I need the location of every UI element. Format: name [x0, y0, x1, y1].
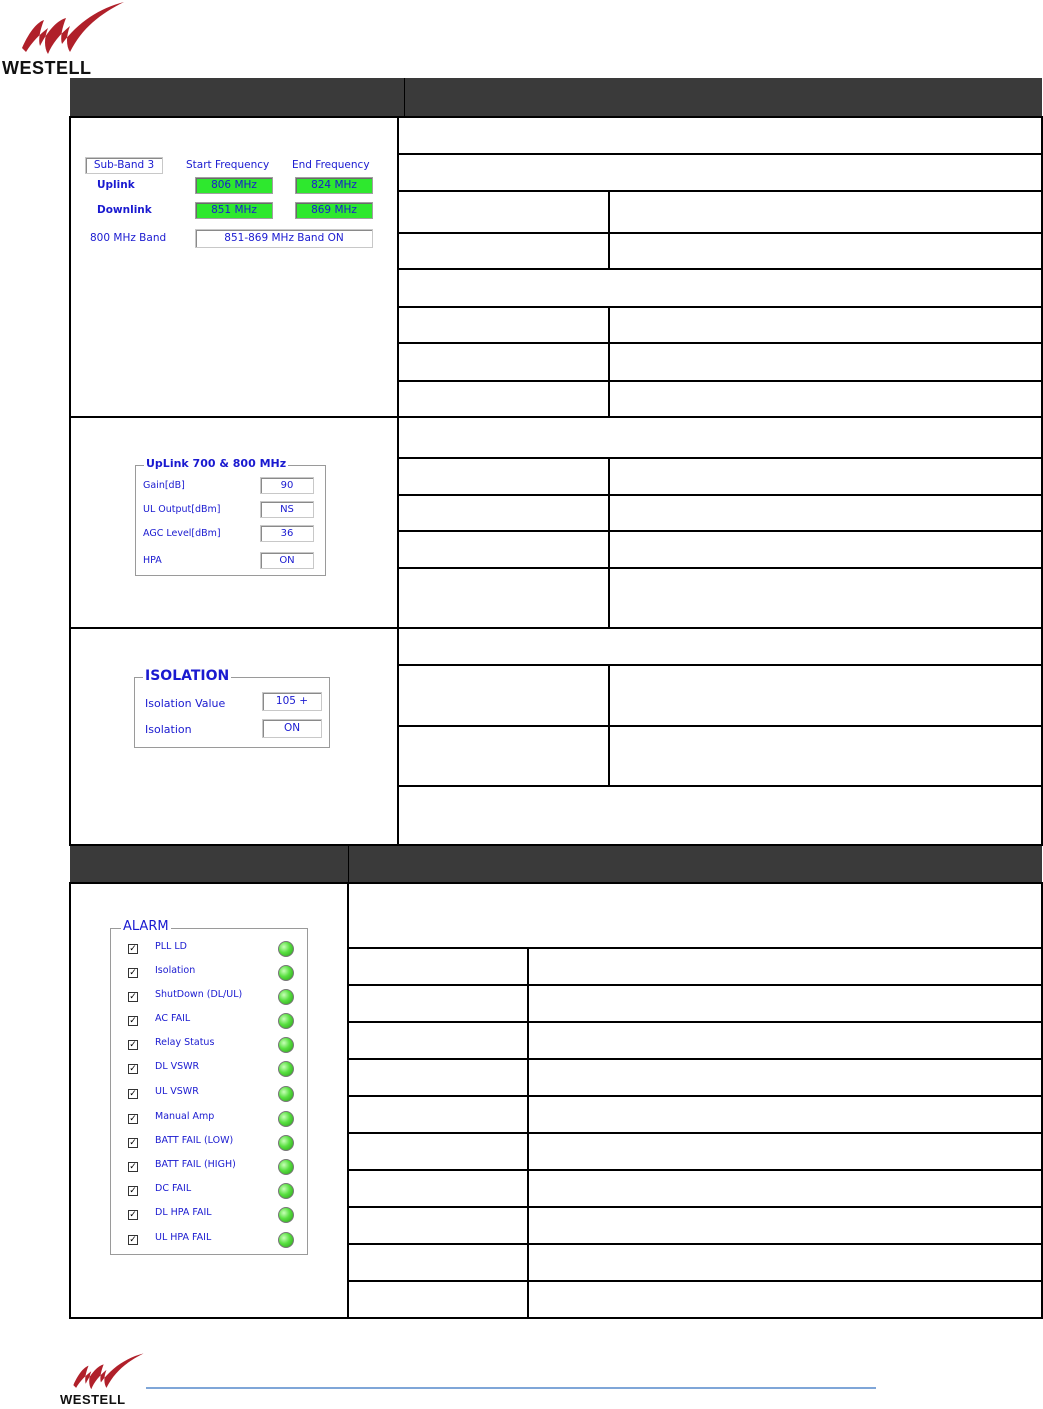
start-frequency-header: Start Frequency	[186, 159, 270, 171]
alarm-label: DC FAIL	[155, 1183, 192, 1194]
alarm-row-dl-hpa-fail	[128, 1204, 303, 1224]
isolation-state-value: ON	[262, 719, 322, 738]
westell-wordmark: WESTELL	[60, 1392, 126, 1407]
uplink-panel-title: UpLink 700 & 800 MHz	[146, 457, 287, 470]
alarm-label: UL HPA FAIL	[155, 1232, 212, 1243]
alarm-status-led-icon	[278, 1135, 294, 1151]
alarm-checkbox[interactable]: ✓	[129, 1040, 137, 1050]
alarm-status-led-icon	[278, 1183, 294, 1199]
alarm-checkbox[interactable]: ✓	[129, 1235, 137, 1245]
alarm-row-ul-vswr	[128, 1083, 303, 1103]
alarm-label: BATT FAIL (LOW)	[155, 1135, 234, 1146]
alarm-checkbox[interactable]: ✓	[129, 992, 137, 1002]
band800-status: 851-869 MHz Band ON	[195, 229, 373, 248]
alarm-row-shutdown	[128, 986, 303, 1006]
alarm-status-led-icon	[278, 1061, 294, 1077]
alarm-status-led-icon	[278, 1232, 294, 1248]
alarm-label: UL VSWR	[155, 1086, 199, 1097]
alarm-status-led-icon	[278, 941, 294, 957]
alarm-checkbox[interactable]: ✓	[129, 1138, 137, 1148]
uplink-label: Uplink	[97, 179, 135, 191]
alarm-panel-title: ALARM	[123, 919, 169, 934]
alarm-label: DL HPA FAIL	[155, 1207, 212, 1218]
alarm-status-led-icon	[278, 1159, 294, 1175]
ul-output-label: UL Output[dBm]	[143, 504, 221, 515]
sub-band-selector[interactable]: Sub-Band 3	[85, 157, 163, 174]
westell-logo-top	[0, 0, 130, 78]
isolation-panel-title: ISOLATION	[145, 668, 230, 684]
alarm-row-batt-fail-low	[128, 1132, 303, 1152]
alarm-label: BATT FAIL (HIGH)	[155, 1159, 236, 1170]
alarm-status-led-icon	[278, 989, 294, 1005]
alarm-checkbox[interactable]: ✓	[129, 968, 137, 978]
westell-swoosh-icon	[58, 1352, 148, 1392]
alarm-checkbox[interactable]: ✓	[129, 944, 137, 954]
alarm-row-ac-fail	[128, 1010, 303, 1030]
alarm-checkbox[interactable]: ✓	[129, 1162, 137, 1172]
alarm-row-pll-ld	[128, 938, 303, 958]
uplink-end-frequency: 824 MHz	[295, 177, 373, 194]
alarm-checkbox[interactable]: ✓	[129, 1186, 137, 1196]
alarm-status-led-icon	[278, 965, 294, 981]
gain-value: 90	[260, 477, 314, 494]
isolation-value-label: Isolation Value	[145, 697, 226, 710]
section2-header-bar	[70, 846, 1042, 882]
alarm-row-relay-status	[128, 1034, 303, 1054]
isolation-state-label: Isolation	[145, 723, 192, 736]
section1-header-bar	[70, 78, 1042, 116]
alarm-row-dl-vswr	[128, 1058, 303, 1078]
isolation-panel	[134, 668, 330, 748]
alarm-row-manual-amp	[128, 1108, 303, 1128]
hpa-value: ON	[260, 552, 314, 569]
downlink-end-frequency: 869 MHz	[295, 202, 373, 219]
alarm-row-isolation	[128, 962, 303, 982]
alarm-status-led-icon	[278, 1037, 294, 1053]
agc-level-value: 36	[260, 525, 314, 542]
alarm-checkbox[interactable]: ✓	[129, 1089, 137, 1099]
alarm-label: DL VSWR	[155, 1061, 200, 1072]
alarm-checkbox[interactable]: ✓	[129, 1016, 137, 1026]
agc-level-label: AGC Level[dBm]	[143, 528, 221, 539]
alarm-panel	[110, 919, 308, 1255]
alarm-status-led-icon	[278, 1207, 294, 1223]
alarm-row-ul-hpa-fail	[128, 1229, 303, 1249]
westell-logo-footer	[58, 1352, 148, 1409]
ul-output-value: NS	[260, 501, 314, 518]
band800-label: 800 MHz Band	[90, 232, 167, 244]
gain-label: Gain[dB]	[143, 480, 185, 491]
alarm-label: Manual Amp	[155, 1111, 215, 1122]
alarm-label: ShutDown (DL/UL)	[155, 989, 243, 1000]
end-frequency-header: End Frequency	[292, 159, 370, 171]
alarm-label: PLL LD	[155, 941, 187, 952]
alarm-status-led-icon	[278, 1013, 294, 1029]
footer-rule	[146, 1387, 876, 1389]
alarm-row-batt-fail-high	[128, 1156, 303, 1176]
hpa-label: HPA	[143, 555, 162, 566]
alarm-row-dc-fail	[128, 1180, 303, 1200]
westell-swoosh-icon	[0, 0, 130, 58]
alarm-checkbox[interactable]: ✓	[129, 1210, 137, 1220]
alarm-checkbox[interactable]: ✓	[129, 1114, 137, 1124]
downlink-label: Downlink	[97, 204, 152, 216]
isolation-value: 105 +	[262, 692, 322, 711]
westell-wordmark: WESTELL	[2, 58, 92, 78]
uplink-panel	[135, 457, 326, 576]
alarm-label: Relay Status	[155, 1037, 215, 1048]
alarm-label: AC FAIL	[155, 1013, 191, 1024]
alarm-status-led-icon	[278, 1086, 294, 1102]
downlink-start-frequency: 851 MHz	[195, 202, 273, 219]
alarm-label: Isolation	[155, 965, 196, 976]
alarm-status-led-icon	[278, 1111, 294, 1127]
uplink-start-frequency: 806 MHz	[195, 177, 273, 194]
alarm-checkbox[interactable]: ✓	[129, 1064, 137, 1074]
